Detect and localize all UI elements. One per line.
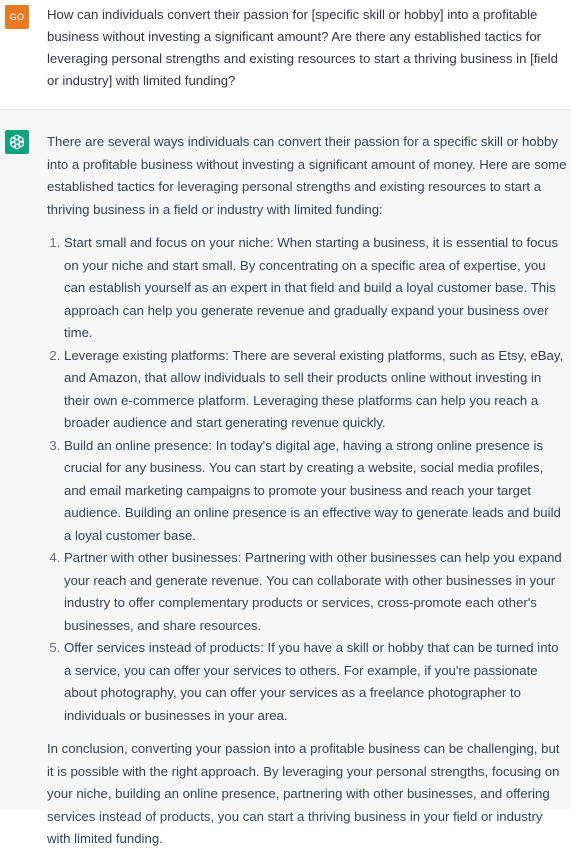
openai-logo-icon [8,133,26,151]
tactics-list [47,232,567,727]
user-message-text: How can individuals convert their passion for [specific skill or hobby] into a profitable business without investing a significant amount? Are there any established tactics for leveraging personal strengths and existing resources to start a thriving business in [field or industry] with limited funding? [47,7,558,88]
assistant-avatar [5,130,29,154]
assistant-message-body [47,131,567,851]
assistant-intro: There are several ways individuals can convert their passion for a specific skill or hobby into a profitable business without investing a significant amount of money. Here are some established tactics for leveraging personal strengths and existing resources to start a thriving business in a field or industry with limited funding: [47,134,567,217]
list-item: 4. Partner with other businesses: Partnering with other businesses can help you expand your reach and generate revenue. You can collaborate with other businesses in your industry to offer complementary products or services, cross-promote each other's businesses, and share resources. [64,547,567,637]
list-item: 2. Leverage existing platforms: There are several existing platforms, such as Etsy, eBay, and Amazon, that allow individuals to sell their products online without investing in their own e-commerce platform. Leveraging these platforms can help you reach a broader audience and start generating revenue quickly. [64,345,567,435]
list-item: 3. Build an online presence: In today's digital age, having a strong online presence is crucial for any business. You can start by creating a website, social media profiles, and email marketing campaigns to promote your business and reach your target audience. Building an online presence is an effective way to generate leads and build a loyal customer base. [64,435,567,548]
assistant-conclusion: In conclusion, converting your passion into a profitable business can be challenging, but it is possible with the right approach. By leveraging your personal strengths, focusing on your niche, building an online presence, partnering with other businesses, and offering services instead of products, you can start a thriving business in your field or industry with limited funding. [47,741,560,846]
list-item: 5. Offer services instead of products: If you have a skill or hobby that can be turned into a service, you can offer your services to others. For example, if you're passionate about photography, you can offer your services as a freelance photographer to individuals or businesses in your area. [64,637,567,727]
list-item: 1. Start small and focus on your niche: When starting a business, it is essential to focus on your niche and start small. By concentrating on a specific area of expertise, you can establish yourself as an expert in that field and build a loyal customer base. This approach can help you generate revenue and gradually expand your business over time. [64,232,567,345]
assistant-message [0,110,571,846]
user-message [0,0,571,110]
user-avatar: GO [5,5,29,29]
